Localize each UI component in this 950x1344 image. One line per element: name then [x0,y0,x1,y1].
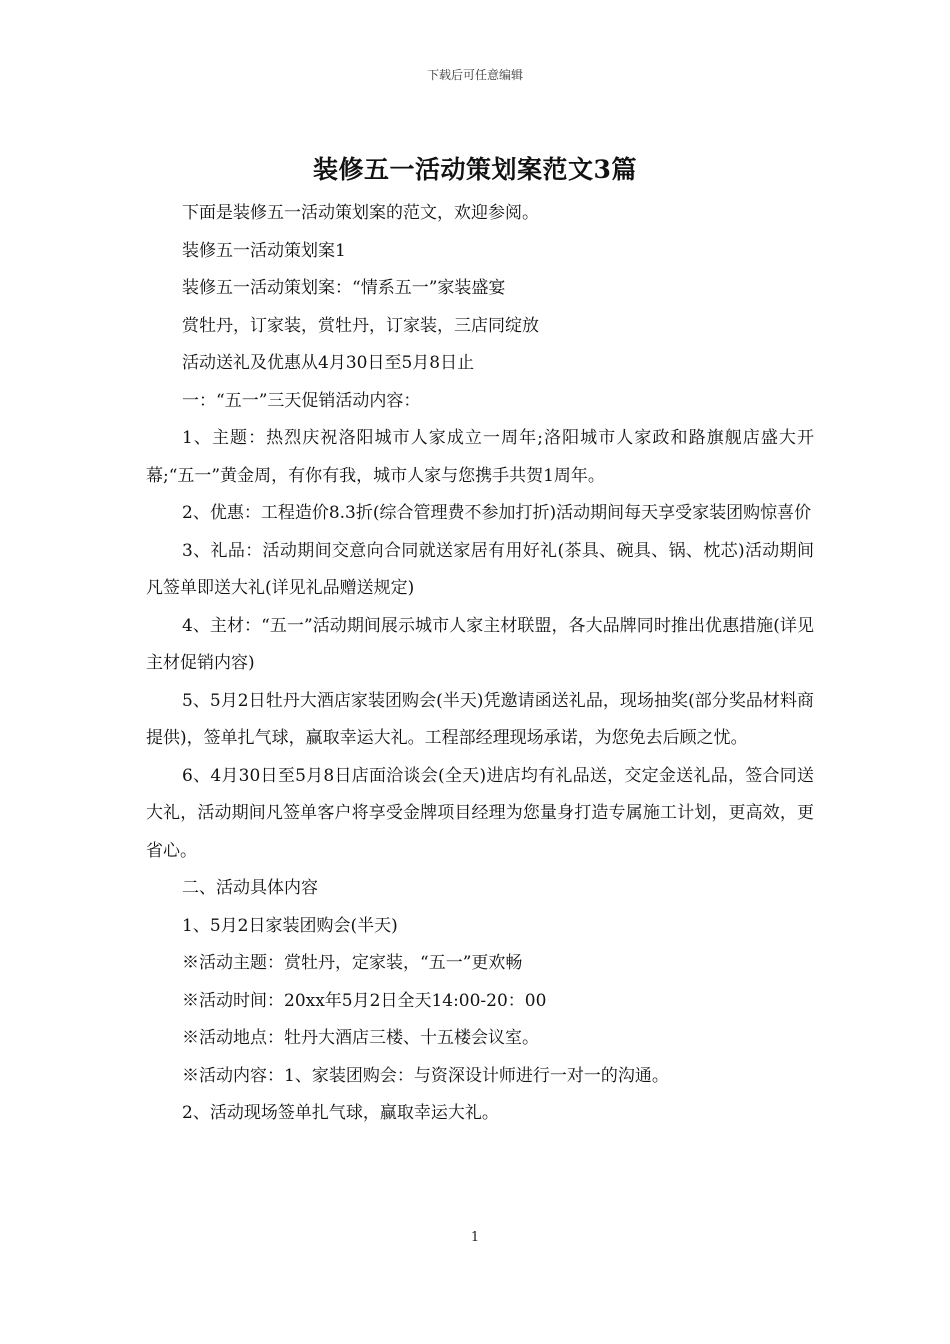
paragraph-item-group-buy: 5、5月2日牡丹大酒店家装团购会(半天)凭邀请函送礼品，现场抽奖(部分奖品材料商提供)，签单扎气球，赢取幸运大礼。工程部经理现场承诺，为您免去后顾之忧。 [146,690,814,748]
document-body [146,195,814,1133]
paragraph-plan-name: 装修五一活动策划案：“情系五一”家装盛宴 [182,278,506,298]
paragraph-activity-theme: ※活动主题：赏牡丹，定家装，“五一”更欢畅 [182,953,523,973]
paragraph-intro: 下面是装修五一活动策划案的范文，欢迎参阅。 [182,203,539,223]
paragraph-period: 活动送礼及优惠从4月30日至5月8日止 [182,353,475,373]
paragraph-item-discount: 2、优惠：工程造价8.3折(综合管理费不参加打折)活动期间每天享受家装团购惊喜价 [182,503,812,523]
paragraph-activity-location: ※活动地点：牡丹大酒店三楼、十五楼会议室。 [182,1028,539,1048]
paragraph-item-theme: 1、主题：热烈庆祝洛阳城市人家成立一周年;洛阳城市人家政和路旗舰店盛大开幕;“五一”黄金周，有你有我，城市人家与您携手共贺1周年。 [146,428,814,486]
paragraph-activity-content: ※活动内容：1、家装团购会：与资深设计师进行一对一的沟通。 [182,1065,669,1086]
page-number: 1 [470,1230,480,1245]
paragraph-subsection-one: 1、5月2日家装团购会(半天) [182,915,398,936]
paragraph-item-gifts: 3、礼品：活动期间交意向合同就送家居有用好礼(茶具、碗具、锅、枕芯)活动期间凡签单即送大礼(详见礼品赠送规定) [146,540,814,598]
paragraph-slogan: 赏牡丹，订家装，赏牡丹，订家装，三店同绽放 [182,315,539,336]
paragraph-item-store-talks: 6、4月30日至5月8日店面洽谈会(全天)进店均有礼品送，交定金送礼品，签合同送大礼，活动期间凡签单客户将享受金牌项目经理为您量身打造专属施工计划，更高效，更省心。 [146,765,814,861]
paragraph-plan-heading: 装修五一活动策划案1 [182,240,346,261]
paragraph-section-one: 一：“五一”三天促销活动内容： [182,390,421,411]
page-header-note: 下载后可任意编辑 [426,68,523,82]
paragraph-item-materials: 4、主材：“五一”活动期间展示城市人家主材联盟，各大品牌同时推出优惠措施(详见主材促销内容) [146,615,814,673]
paragraph-activity-balloon: 2、活动现场签单扎气球，赢取幸运大礼。 [182,1103,499,1123]
document-title: 装修五一活动策划案范文3篇 [313,155,637,184]
paragraph-activity-time: ※活动时间：20xx年5月2日全天14:00-20：00 [182,990,547,1011]
paragraph-section-two: 二、活动具体内容 [182,878,318,898]
